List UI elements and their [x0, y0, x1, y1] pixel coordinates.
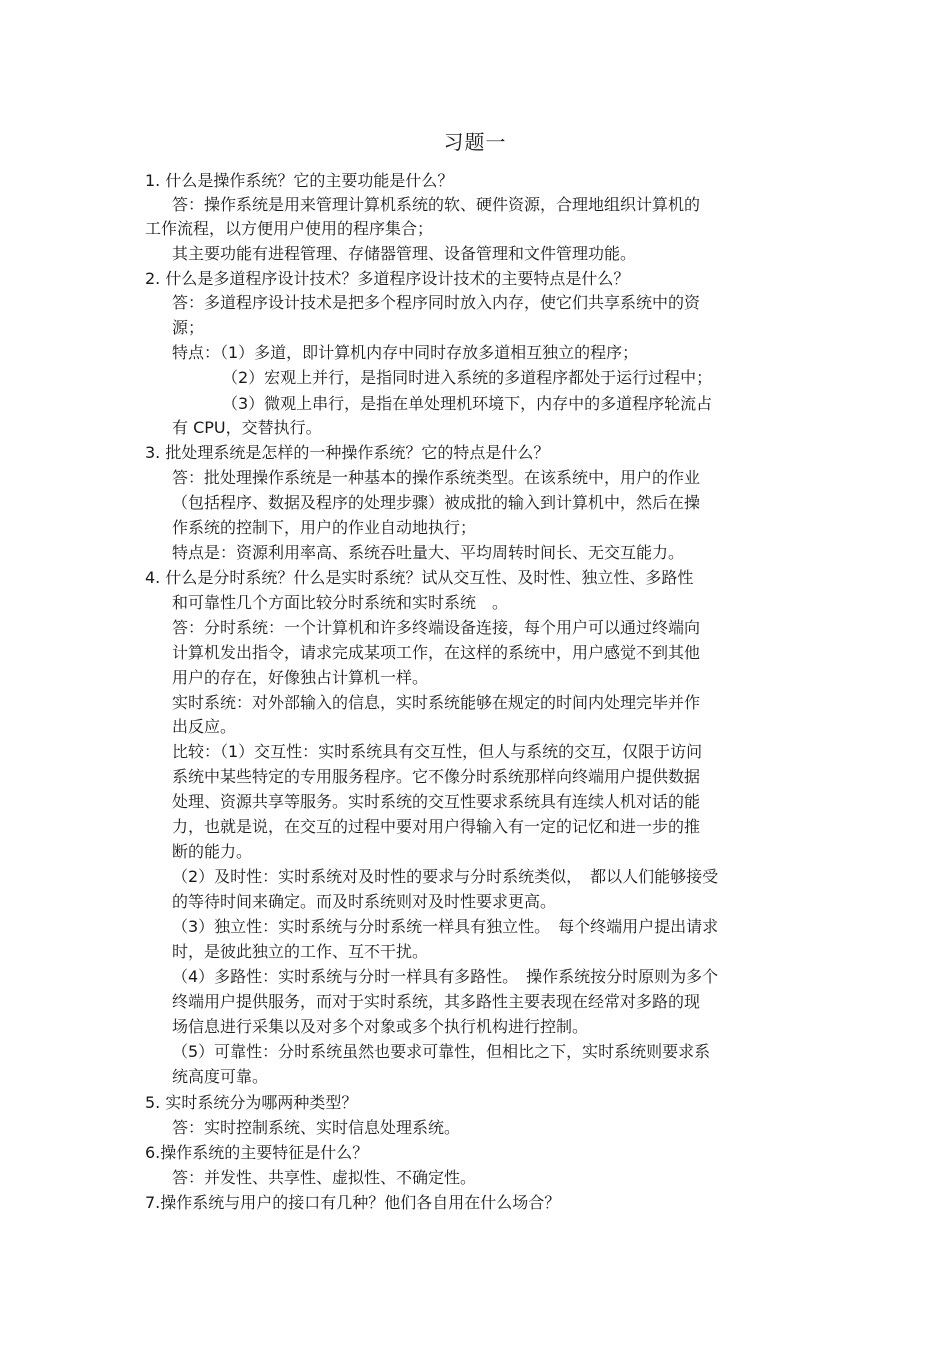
answer-line: 源； [172, 318, 205, 337]
page-title: 习题一 [443, 130, 507, 154]
answer-line: 的等待时间来确定。而及时系统则对及时性要求更高。 [172, 892, 557, 911]
answer-line: 比较：（1）交互性：实时系统具有交互性，但人与系统的交互，仅限于访问 [172, 742, 703, 761]
question-5: 5. 实时系统分为哪两种类型？ [145, 1093, 358, 1112]
answer-line: 答：实时控制系统、实时信息处理系统。 [172, 1118, 461, 1137]
answer-line: 实时系统：对外部输入的信息，实时系统能够在规定的时间内处理完毕并作 [172, 693, 701, 712]
answer-line: 计算机发出指令，请求完成某项工作，在这样的系统中，用户感觉不到其他 [172, 643, 701, 662]
question-line: 和可靠性几个方面比较分时系统和实时系统 。 [172, 593, 509, 612]
answer-line: （5）可靠性：分时系统虽然也要求可靠性，但相比之下，实时系统则要求系 [172, 1042, 711, 1061]
answer-line: 系统中某些特定的专用服务程序。它不像分时系统那样向终端用户提供数据 [172, 767, 701, 786]
answer-line: （2）宏观上并行，是指同时进入系统的多道程序都处于运行过程中； [222, 368, 713, 387]
answer-line: 统高度可靠。 [172, 1067, 269, 1086]
answer-line: 时，是彼此独立的工作、互不干扰。 [172, 942, 429, 961]
answer-line: （3）独立性：实时系统与分时系统一样具有独立性。 每个终端用户提出请求 [172, 917, 719, 936]
question-3: 3. 批处理系统是怎样的一种操作系统？它的特点是什么？ [145, 443, 550, 462]
answer-line: 力，也就是说，在交互的过程中要对用户得输入有一定的记忆和进一步的推 [172, 817, 701, 836]
answer-line: 有 CPU，交替执行。 [172, 418, 322, 437]
answer-line: 答：批处理操作系统是一种基本的操作系统类型。在该系统中，用户的作业 [172, 468, 701, 487]
answer-line: 处理、资源共享等服务。实时系统的交互性要求系统具有连续人机对话的能 [172, 792, 701, 811]
answer-line: 断的能力。 [172, 842, 253, 861]
answer-line: 特点是：资源利用率高、系统吞吐量大、平均周转时间长、无交互能力。 [172, 543, 685, 562]
answer-line: 答：分时系统：一个计算机和许多终端设备连接，每个用户可以通过终端向 [172, 618, 701, 637]
answer-line: 答：并发性、共享性、虚拟性、不确定性。 [172, 1168, 477, 1187]
answer-line: 工作流程，以方便用户使用的程序集合； [145, 219, 434, 238]
answer-line: 用户的存在，好像独占计算机一样。 [172, 668, 429, 687]
answer-line: （4）多路性：实时系统与分时一样具有多路性。 操作系统按分时原则为多个 [172, 967, 719, 986]
answer-line: 特点：（1）多道，即计算机内存中同时存放多道相互独立的程序； [172, 343, 639, 362]
answer-line: 答：多道程序设计技术是把多个程序同时放入内存，使它们共享系统中的资 [172, 293, 701, 312]
answer-line: 终端用户提供服务，而对于实时系统，其多路性主要表现在经常对多路的现 [172, 992, 701, 1011]
question-4: 4. 什么是分时系统？什么是实时系统？试从交互性、及时性、独立性、多路性 [145, 568, 694, 587]
question-6: 6.操作系统的主要特征是什么？ [145, 1143, 369, 1162]
question-1: 1. 什么是操作系统？它的主要功能是什么？ [145, 171, 454, 190]
answer-line: 答：操作系统是用来管理计算机系统的软、硬件资源，合理地组织计算机的 [172, 195, 701, 214]
answer-line: （包括程序、数据及程序的处理步骤）被成批的输入到计算机中，然后在操 [172, 493, 701, 512]
answer-line: 其主要功能有进程管理、存储器管理、设备管理和文件管理功能。 [172, 244, 637, 263]
question-2: 2. 什么是多道程序设计技术？多道程序设计技术的主要特点是什么？ [145, 269, 630, 288]
answer-line: 出反应。 [172, 717, 237, 736]
answer-line: 作系统的控制下，用户的作业自动地执行； [172, 518, 477, 537]
answer-line: 场信息进行采集以及对多个对象或多个执行机构进行控制。 [172, 1017, 589, 1036]
answer-line: （3）微观上串行，是指在单处理机环境下，内存中的多道程序轮流占 [222, 394, 713, 413]
answer-line: （2）及时性：实时系统对及时性的要求与分时系统类似， 都以人们能够接受 [172, 867, 719, 886]
question-7: 7.操作系统与用户的接口有几种？他们各自用在什么场合？ [145, 1193, 561, 1212]
